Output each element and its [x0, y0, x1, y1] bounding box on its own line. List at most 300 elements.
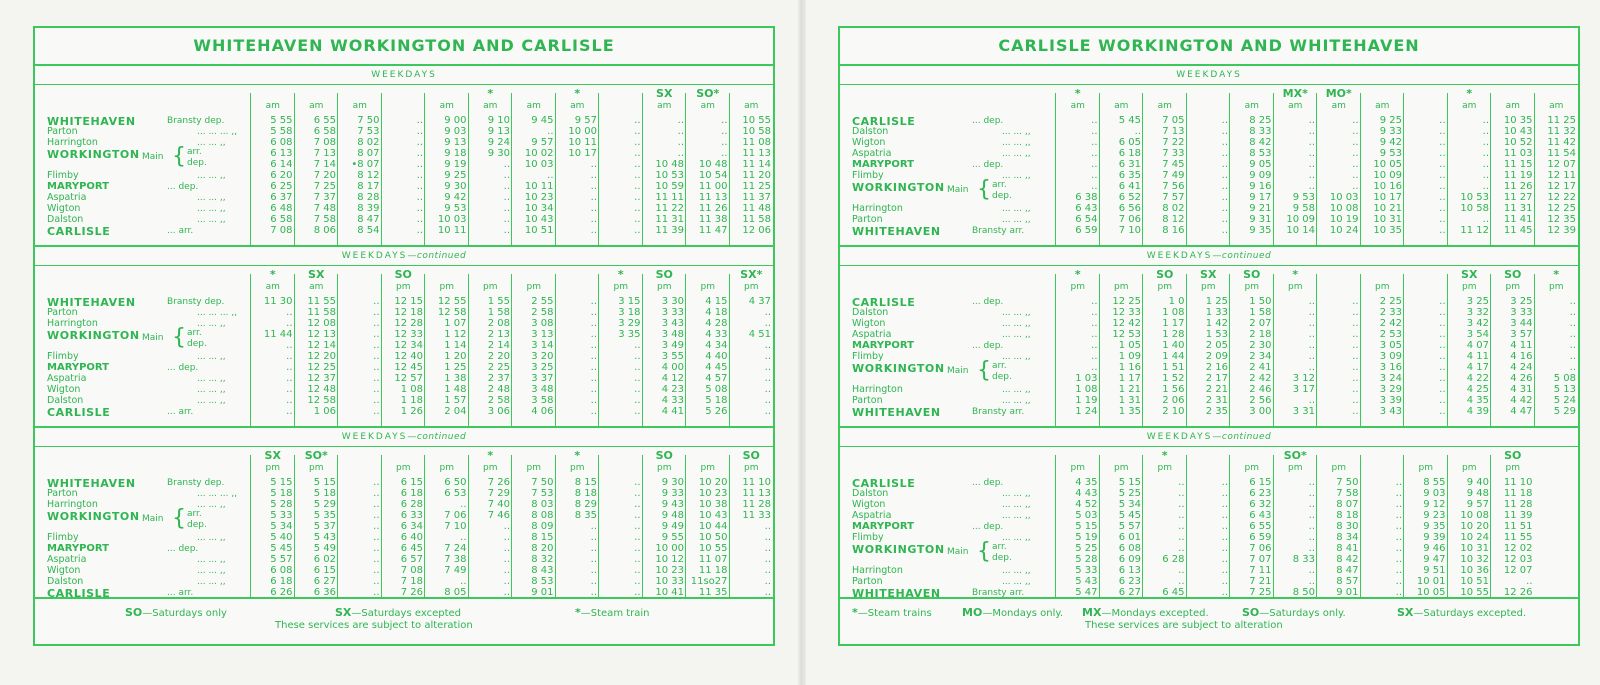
time-cell: 7 37	[313, 192, 336, 203]
time-cell: 10 53	[1460, 192, 1489, 203]
time-cell: 10 50	[698, 532, 728, 543]
time-cell: ..	[1221, 543, 1228, 554]
timetable-section	[840, 266, 1578, 428]
time-cell: ..	[1352, 329, 1359, 340]
time-cell: 2 58	[487, 395, 510, 406]
train-column	[729, 268, 774, 426]
train-code: SO	[394, 268, 412, 281]
time-cell: 2 30	[1249, 340, 1272, 351]
arr-dep-label: dep.	[992, 191, 1012, 201]
am-pm-marker: am	[483, 101, 498, 111]
time-cell: ..	[416, 148, 423, 159]
train-column	[598, 93, 643, 245]
time-cell: 12 26	[1503, 587, 1533, 598]
station-suffix: ... ... ,,	[1002, 396, 1031, 406]
train-code: SX	[264, 449, 281, 462]
time-cell: 8 12	[357, 170, 380, 181]
time-cell: 7 38	[444, 554, 467, 565]
alteration-notice: These services are subject to alteration	[275, 620, 473, 631]
time-cell: 5 55	[270, 115, 293, 126]
time-cell: 2 07	[1249, 318, 1272, 329]
time-cell: 4 07	[1466, 340, 1489, 351]
station-suffix: ... ... ,,	[197, 500, 226, 510]
time-cell: ..	[1091, 181, 1098, 192]
time-cell: ..	[1482, 214, 1489, 225]
station-name: WORKINGTON	[47, 510, 140, 523]
time-cell: 12 13	[307, 329, 336, 340]
time-cell: ..	[1395, 499, 1402, 510]
time-cell: ..	[1395, 543, 1402, 554]
time-cell: 10 03	[437, 214, 467, 225]
time-cell: 6 52	[1118, 192, 1141, 203]
time-cell: 6 08	[1118, 543, 1141, 554]
time-cell: 6 58	[270, 214, 293, 225]
time-cell: 10 03	[524, 159, 554, 170]
am-pm-marker: pm	[1505, 282, 1520, 292]
time-cell: ..	[1308, 115, 1315, 126]
time-cell: 2 48	[487, 384, 510, 395]
time-cell: ..	[590, 384, 597, 395]
time-cell: 5 08	[1553, 373, 1576, 384]
time-cell: 11 08	[742, 137, 771, 148]
time-cell: 6 02	[313, 554, 336, 565]
time-cell: 9 16	[1249, 181, 1272, 192]
time-cell: 6 25	[270, 181, 293, 192]
time-cell: ..	[373, 488, 380, 499]
station-suffix: ... arr.	[167, 407, 194, 417]
time-cell: ..	[1439, 192, 1446, 203]
time-cell: ..	[1221, 203, 1228, 214]
time-cell: 11 35	[698, 587, 728, 598]
train-code: SO*	[696, 87, 720, 100]
time-cell: 6 54	[1075, 214, 1098, 225]
time-cell: 4 15	[705, 296, 728, 307]
am-pm-marker: pm	[1201, 282, 1216, 292]
time-cell: ..	[1221, 225, 1228, 236]
footnote-code: SO	[125, 606, 143, 619]
time-cell: 1 03	[1075, 373, 1098, 384]
time-cell: 6 15	[400, 477, 423, 488]
time-cell: 6 50	[444, 477, 467, 488]
station-suffix: ... ... ... ,,	[197, 308, 238, 318]
time-cell: 9 25	[1379, 115, 1402, 126]
station-suffix: ... ... ,,	[1002, 138, 1031, 148]
time-cell: 8 53	[531, 576, 554, 587]
am-pm-marker: am	[1462, 101, 1477, 111]
time-cell: 5 19	[1075, 532, 1098, 543]
time-cell: ..	[503, 225, 510, 236]
train-column	[1490, 93, 1535, 245]
time-cell: 8 50	[1292, 587, 1315, 598]
station-name: Wigton	[47, 203, 81, 214]
station-name: MARYPORT	[852, 340, 914, 351]
time-cell: ..	[1439, 307, 1446, 318]
station-suffix: ... dep.	[972, 297, 1004, 307]
time-cell: 4 24	[1510, 362, 1533, 373]
time-cell: 12 48	[307, 384, 336, 395]
time-cell: 1 58	[487, 307, 510, 318]
arr-dep-label: dep.	[187, 339, 207, 349]
time-cell: ..	[373, 543, 380, 554]
station-name: WORKINGTON	[852, 543, 945, 556]
footnote-code: *	[575, 606, 581, 619]
time-cell: 5 15	[1118, 477, 1141, 488]
station-name: MARYPORT	[47, 362, 109, 373]
station-name: Wigton	[47, 384, 81, 395]
time-cell: 10 00	[655, 543, 684, 554]
train-column	[1186, 93, 1231, 245]
station-suffix: ... arr.	[167, 588, 194, 598]
arr-dep-label: arr.	[992, 180, 1007, 190]
time-cell: 11 19	[1503, 170, 1533, 181]
time-cell: ..	[1395, 532, 1402, 543]
time-cell: 4 26	[1510, 373, 1533, 384]
time-cell: ..	[1395, 488, 1402, 499]
time-cell: 5 33	[1075, 565, 1098, 576]
time-cell: ..	[1221, 521, 1228, 532]
time-cell: 12 08	[307, 318, 336, 329]
time-cell: 12 39	[1547, 225, 1576, 236]
train-column	[250, 268, 295, 426]
time-cell: 10 12	[655, 554, 684, 565]
station-name: Harrington	[47, 318, 98, 329]
time-cell: ..	[1439, 373, 1446, 384]
time-cell: ..	[1308, 148, 1315, 159]
brace-glyph: {	[977, 539, 991, 564]
train-column	[424, 93, 469, 245]
time-cell: 9 01	[531, 587, 554, 598]
train-column	[598, 268, 643, 426]
time-cell: 8 47	[1336, 565, 1359, 576]
footnote-text: —Steam trains	[857, 608, 932, 619]
time-cell: ..	[503, 203, 510, 214]
time-cell: 12 53	[1112, 329, 1141, 340]
footnote-code: SX	[1397, 606, 1414, 619]
time-cell: 6 56	[1118, 203, 1141, 214]
time-cell: ..	[286, 406, 293, 417]
station-name: WHITEHAVEN	[852, 225, 941, 238]
station-suffix: ... dep.	[167, 182, 199, 192]
time-cell: ..	[1178, 521, 1185, 532]
time-cell: ..	[1439, 318, 1446, 329]
time-cell: 2 55	[531, 296, 554, 307]
time-cell: ..	[373, 340, 380, 351]
station-name: WHITEHAVEN	[852, 587, 941, 599]
time-cell: 9 01	[1336, 587, 1359, 598]
station-suffix: ... dep.	[972, 116, 1004, 126]
station-name: WHITEHAVEN	[47, 115, 136, 128]
footnote	[962, 606, 1063, 619]
footnote-code: SX	[335, 606, 352, 619]
am-pm-marker: pm	[439, 282, 454, 292]
am-pm-marker: pm	[1244, 282, 1259, 292]
time-cell: ..	[1569, 329, 1576, 340]
time-cell: 2 31	[1205, 395, 1228, 406]
time-cell: 11 10	[742, 477, 771, 488]
station-suffix: ... ... ... ,,	[197, 127, 238, 137]
station-name: Flimby	[47, 351, 79, 362]
time-cell: 8 32	[531, 554, 554, 565]
time-cell: ..	[764, 373, 771, 384]
time-cell: 5 25	[1075, 543, 1098, 554]
time-cell: 12 20	[307, 351, 336, 362]
time-cell: 6 13	[1118, 565, 1141, 576]
time-cell: ..	[1482, 137, 1489, 148]
time-cell: ..	[1439, 340, 1446, 351]
station-suffix: ... ... ,,	[197, 577, 226, 587]
time-cell: 3 43	[1379, 406, 1402, 417]
time-cell: 11 55	[1503, 532, 1533, 543]
train-code: *	[1292, 268, 1299, 281]
time-cell: ..	[1395, 554, 1402, 565]
am-pm-marker: pm	[1244, 463, 1259, 473]
time-cell: 4 45	[705, 362, 728, 373]
time-cell: 7 50	[357, 115, 380, 126]
time-cell: 12 55	[437, 296, 467, 307]
time-cell: 10 24	[1329, 225, 1359, 236]
time-cell: ..	[1221, 137, 1228, 148]
time-cell: 8 33	[1292, 554, 1315, 565]
am-pm-marker: am	[265, 282, 280, 292]
time-cell: ..	[1352, 181, 1359, 192]
time-cell: 8 28	[357, 192, 380, 203]
station-list	[47, 447, 257, 597]
time-cell: 6 45	[400, 543, 423, 554]
time-cell: 7 29	[487, 488, 510, 499]
time-cell: ..	[373, 587, 380, 598]
time-cell: ..	[416, 170, 423, 181]
time-cell: 10 52	[1503, 137, 1533, 148]
time-cell: 6 18	[1118, 148, 1141, 159]
time-cell: ..	[1482, 170, 1489, 181]
train-column	[1316, 87, 1361, 245]
train-code: SO	[1243, 268, 1261, 281]
time-cell: ..	[1482, 126, 1489, 137]
time-cell: 8 02	[357, 137, 380, 148]
time-cell: ..	[1395, 521, 1402, 532]
station-name: Harrington	[852, 203, 903, 214]
station-suffix: ... ... ,,	[1002, 385, 1031, 395]
am-pm-marker: pm	[1070, 282, 1085, 292]
train-column	[1142, 93, 1187, 245]
time-cell: 11 26	[1503, 181, 1533, 192]
station-name: Harrington	[852, 565, 903, 576]
time-cell: ..	[286, 340, 293, 351]
train-column	[381, 268, 426, 426]
time-cell: 8 42	[1249, 137, 1272, 148]
time-cell: ..	[634, 362, 641, 373]
band-continued-label: —continued	[407, 432, 467, 442]
time-cell: ..	[634, 203, 641, 214]
time-cell: 12 42	[1112, 318, 1141, 329]
time-cell: ..	[1352, 318, 1359, 329]
station-name: CARLISLE	[47, 225, 111, 238]
time-cell: 7 07	[1249, 554, 1272, 565]
station-suffix: ... ... ,,	[1002, 204, 1031, 214]
am-pm-marker: pm	[396, 463, 411, 473]
time-cell: ..	[634, 543, 641, 554]
station-list	[47, 266, 257, 426]
time-cell: ..	[1526, 576, 1533, 587]
time-cell: 10 59	[655, 181, 684, 192]
time-cell: ..	[373, 362, 380, 373]
time-cell: 2 20	[487, 351, 510, 362]
time-cell: 1 17	[1118, 373, 1141, 384]
brace-glyph: {	[172, 506, 186, 531]
time-cell: ..	[1308, 488, 1315, 499]
time-cell: ..	[764, 587, 771, 598]
time-cell: 3 12	[1292, 373, 1315, 384]
time-cell: 10 20	[698, 477, 728, 488]
time-cell: ..	[373, 384, 380, 395]
time-cell: 10 23	[655, 565, 684, 576]
train-column	[685, 274, 730, 426]
time-cell: ..	[634, 565, 641, 576]
time-cell: 10 09	[1373, 170, 1402, 181]
time-cell: ..	[1352, 126, 1359, 137]
time-cell: 11 28	[1503, 499, 1533, 510]
time-cell: 8 18	[1336, 510, 1359, 521]
time-cell: 1 25	[444, 362, 467, 373]
time-cell: ..	[634, 532, 641, 543]
time-cell: ..	[634, 521, 641, 532]
station-suffix: Main	[142, 514, 164, 524]
station-suffix: ... dep.	[972, 478, 1004, 488]
train-column	[1273, 87, 1318, 245]
time-cell: 7 18	[400, 576, 423, 587]
time-cell: ..	[1221, 488, 1228, 499]
station-name: Parton	[47, 126, 78, 137]
train-column	[511, 455, 556, 597]
am-pm-marker: am	[657, 101, 672, 111]
time-cell: 6 43	[1249, 510, 1272, 521]
time-cell: ..	[460, 532, 467, 543]
time-cell: ..	[1439, 214, 1446, 225]
station-suffix: ... ... ,,	[197, 374, 226, 384]
time-cell: 10 14	[1286, 225, 1315, 236]
time-cell: ..	[1352, 406, 1359, 417]
time-cell: 3 37	[531, 373, 554, 384]
time-cell: 4 52	[1075, 499, 1098, 510]
time-cell: 4 39	[1466, 406, 1489, 417]
time-cell: 1 44	[1162, 351, 1185, 362]
time-cell: ..	[634, 340, 641, 351]
station-name: WORKINGTON	[852, 362, 945, 375]
time-cell: ..	[1221, 126, 1228, 137]
time-cell: 12 45	[394, 362, 423, 373]
time-cell: 12 25	[1112, 296, 1141, 307]
am-pm-marker: am	[439, 101, 454, 111]
time-cell: 5 28	[270, 499, 293, 510]
time-cell: 7 49	[444, 565, 467, 576]
time-cell: 5 18	[313, 488, 336, 499]
time-cell: ..	[503, 214, 510, 225]
time-cell: 2 05	[1205, 340, 1228, 351]
station-suffix: Main	[142, 333, 164, 343]
time-cell: 10 35	[1503, 115, 1533, 126]
am-pm-marker: am	[744, 101, 759, 111]
time-cell: 6 13	[270, 148, 293, 159]
time-cell: 1 16	[1118, 362, 1141, 373]
time-cell: ..	[373, 576, 380, 587]
time-cell: 9 40	[1466, 477, 1489, 488]
time-cell: 9 53	[1379, 148, 1402, 159]
footnote-code: *	[852, 606, 858, 619]
time-cell: 8 03	[531, 499, 554, 510]
time-cell: ..	[1178, 543, 1185, 554]
train-code: *	[617, 268, 624, 281]
train-column	[1229, 455, 1274, 597]
am-pm-marker: pm	[700, 463, 715, 473]
time-cell: 4 22	[1466, 373, 1489, 384]
train-column	[1186, 268, 1231, 426]
time-cell: 10 16	[1373, 181, 1402, 192]
time-cell: 11 15	[1503, 159, 1533, 170]
time-cell: ..	[1569, 340, 1576, 351]
time-cell: 8 20	[531, 543, 554, 554]
time-cell: 5 43	[313, 532, 336, 543]
time-cell: ..	[1221, 148, 1228, 159]
time-cell: 7 08	[270, 225, 293, 236]
train-column	[424, 274, 469, 426]
band-continued-label: —continued	[407, 251, 467, 261]
time-cell: 9 46	[1423, 543, 1446, 554]
weekdays-band	[35, 247, 773, 266]
time-cell: 6 09	[1118, 554, 1141, 565]
time-cell: 12 22	[1547, 192, 1576, 203]
station-name: Aspatria	[47, 373, 87, 384]
time-cell: 11 18	[698, 565, 728, 576]
train-column	[1360, 274, 1405, 426]
station-suffix: ... ... ,,	[197, 215, 226, 225]
station-suffix: ... ... ,,	[197, 319, 226, 329]
time-cell: 1 08	[1162, 307, 1185, 318]
time-cell: 3 08	[531, 318, 554, 329]
time-cell: ..	[634, 406, 641, 417]
time-cell: 7 10	[444, 521, 467, 532]
time-cell: ..	[1178, 477, 1185, 488]
time-cell: 11 39	[1503, 510, 1533, 521]
time-cell: 5 29	[313, 499, 336, 510]
time-cell: 10 05	[1416, 587, 1446, 598]
time-cell: 1 50	[1249, 296, 1272, 307]
time-cell: 10 00	[568, 126, 597, 137]
am-pm-marker: pm	[744, 463, 759, 473]
time-cell: 10 02	[524, 148, 554, 159]
train-code: *	[1161, 449, 1168, 462]
time-cell: 6 08	[270, 565, 293, 576]
am-pm-marker: pm	[1418, 463, 1433, 473]
time-cell: 10 36	[1460, 565, 1489, 576]
time-cell: 3 18	[618, 307, 641, 318]
train-column	[1403, 274, 1448, 426]
time-cell: ..	[590, 329, 597, 340]
time-cell: ..	[1439, 406, 1446, 417]
am-pm-marker: pm	[1462, 282, 1477, 292]
time-cell: 5 43	[1075, 576, 1098, 587]
train-column	[381, 93, 426, 245]
time-cell: 11 51	[1503, 521, 1533, 532]
time-cell: ..	[1439, 351, 1446, 362]
time-cell: 6 59	[1249, 532, 1272, 543]
time-cell: 2 04	[444, 406, 467, 417]
time-cell: 10 43	[524, 214, 554, 225]
time-cell: 8 30	[1336, 521, 1359, 532]
time-cell: 4 23	[661, 384, 684, 395]
footnote	[125, 606, 227, 619]
time-cell: 8 33	[1249, 126, 1272, 137]
time-cell: 4 25	[1466, 384, 1489, 395]
